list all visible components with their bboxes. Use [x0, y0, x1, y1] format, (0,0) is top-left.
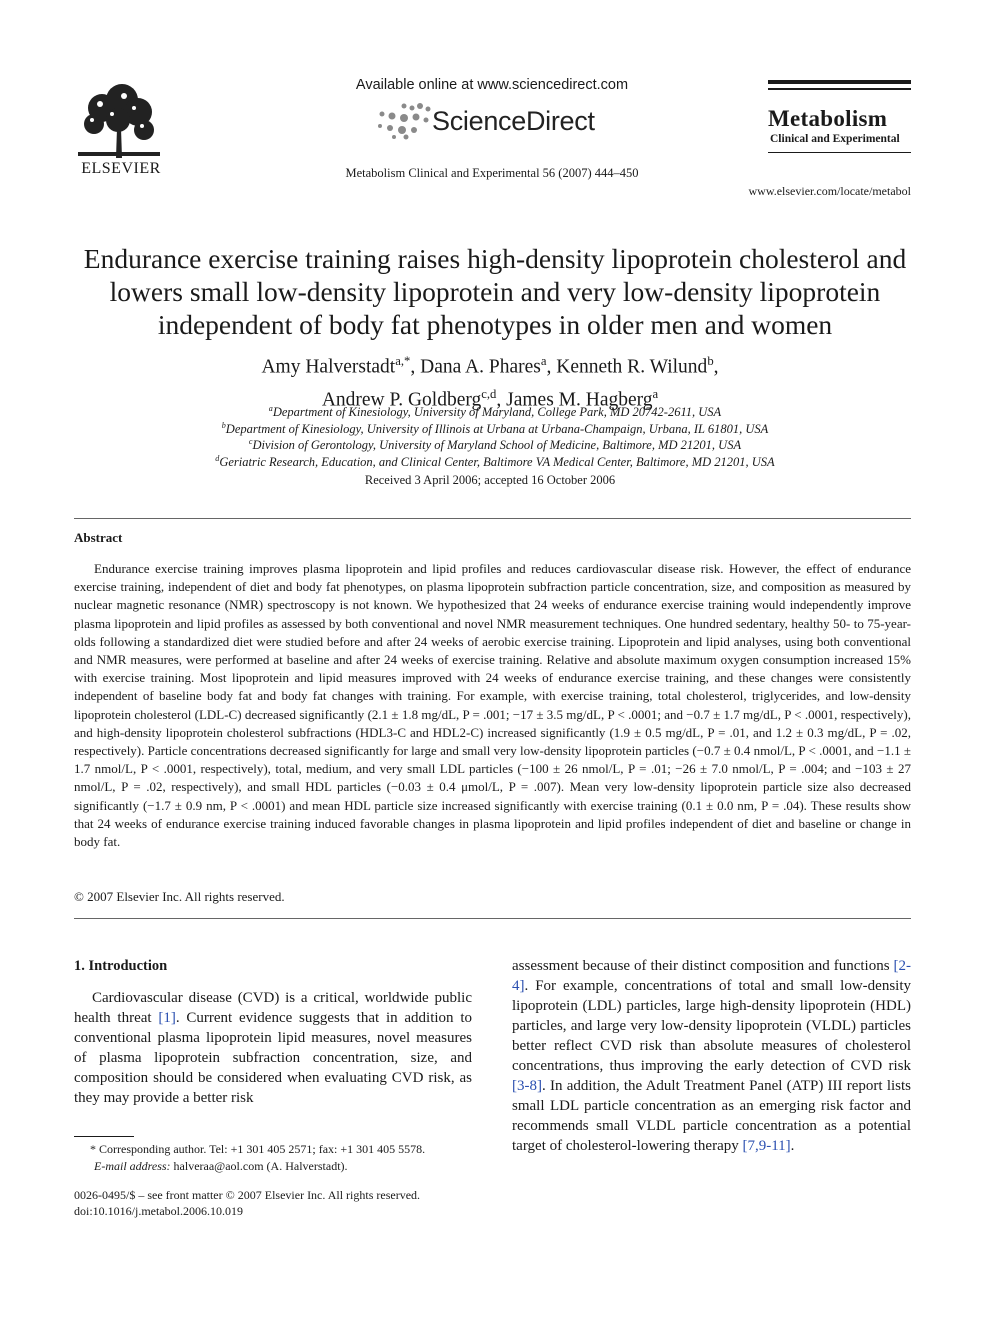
citation-link[interactable]: [7,9-11]: [742, 1138, 791, 1154]
journal-logo-rule: [768, 80, 911, 84]
section-divider: [74, 918, 911, 919]
author-name[interactable]: Kenneth R. Wilund: [556, 356, 708, 378]
received-dates: Received 3 April 2006; accepted 16 October 2006: [364, 473, 616, 487]
available-online-text[interactable]: Available online at www.sciencedirect.com: [355, 77, 629, 93]
sciencedirect-dots-icon: [374, 100, 434, 140]
email-address[interactable]: halveraa@aol.com (A. Halverstadt).: [173, 1159, 348, 1173]
journal-logo-subtitle: Clinical and Experimental: [770, 133, 900, 145]
author-name[interactable]: Andrew P. Goldberg: [321, 389, 482, 410]
affiliation: $^c$Division of Gerontology, University of Maryland School of Medicine, Baltimore, MD 21201, USA: [248, 437, 742, 453]
journal-url-link[interactable]: www.elsevier.com/locate/metabol: [748, 184, 911, 198]
citation-link[interactable]: [2-4]: [512, 958, 911, 994]
abstract-text: Endurance exercise training improves plasma lipoprotein and lipid profiles and reduces cardiovascular disease risk. However, the effect of endurance exercise training, independent of diet and body fat phenotypes, on plasma lipoprotein subfraction particle concentration, size, and composition as measured by nuclear magnetic resonance (NMR) spectroscopy is not known. We hypothesized that 24 weeks of endurance exercise training would independently improve plasma lipoprotein and lipid profiles as assessed by both conventional and novel NMR measurement techniques. One hundred sedentary, healthy 50- to 75-year-olds following a standardized diet were studied before and after 24 weeks of aerobic exercise training. Lipoprotein and lipid analyses, using both conventional and NMR measures, were performed at baseline and after 24 weeks of exercise training. Relative and absolute maximum oxygen consumption increased 15% with exercise training. Most lipoprotein and lipid measures improved with 24 weeks of endurance exercise training, and these changes were consistently independent of baseline body fat and body fat changes with training. For example, with exercise training, total cholesterol, triglycerides, and low-density lipoprotein cholesterol (LDL-C) decreased significantly (2.1 ± 1.8 mg/dL, P = .001; −17 ± 3.5 mg/dL, P < .0001; and −0.7 ± 1.7 mg/dL, P < .0001, respectively), and high-density lipoprotein cholesterol subfractions (HDL3-C and HDL2-C) increased significantly (1.9 ± 0.5 mg/dL, P = .01, and 1.2 ± 0.3 mg/dL, P = .02, respectively). Particle concentrations decreased significantly for large and small very low-density lipoprotein particles (−0.7 ± 0.4 nmol/L, P < .0001, and −1.1 ± 1.7 nmol/L, P < .0001, respectively), total, medium, and very small LDL particles (−100 ± 26 nmol/L, P = .01; −26 ± 7.0 nmol/L, P = .004; and −103 ± 27 nmol/L, P = .02, respectively), and small HDL particles (−0.03 ± 0.4 μmol/L, P = .007). Mean very low-density lipoprotein particle size also decreased significantly (−1.7 ± 0.9 nm, P < .0001) and mean HDL particle size increased significantly with exercise training (0.1 ± 0.0 nm, P = .04). These results show that 24 weeks of endurance exercise training induced favorable changes in plasma lipoprotein and lipid profiles independent of diet and baseline or change in body fat.: [74, 561, 911, 850]
author-name[interactable]: Amy Halverstadt: [261, 356, 396, 378]
journal-logo-title: Metabolism: [768, 106, 888, 131]
article-title: Endurance exercise training raises high-density lipoprotein cholesterol and lowers small low-density lipoprotein and very low-density lipoprotein independent of body fat phenotypes in older men and women: [83, 243, 907, 340]
doi-line[interactable]: doi:10.1016/j.metabol.2006.10.019: [74, 1204, 243, 1218]
corresponding-author-note: * Corresponding author. Tel: +1 301 405 2571; fax: +1 301 405 5578.: [90, 1142, 426, 1156]
affiliation: $^d$Geriatric Research, Education, and Clinical Center, Baltimore VA Medical Center, Baltimore, MD 21201, USA: [215, 454, 775, 470]
section-heading-introduction: 1. Introduction: [74, 958, 168, 974]
body-column-left: Cardiovascular disease (CVD) is a critical, worldwide public health threat [1]. Current evidence suggests that in addition to conventional plasma lipoprotein lipid measures, novel measures of plasma lipoprotein subfraction concentration, size, and composition should be considered when evaluating CVD risk, as they may provide a better risk: [74, 990, 472, 1106]
journal-citation: Metabolism Clinical and Experimental 56 (2007) 444–450: [345, 166, 639, 180]
author-list: Amy Halverstadt$^{a,*}$, Dana A. Phares$^a$, Kenneth R. Wilund$^b$, Andrew P. Goldberg$^{c,d}$, James M. Hagberg$^a$: [261, 354, 719, 410]
author-affiliation-mark: c,d: [481, 386, 497, 401]
abstract-heading: Abstract: [74, 530, 123, 545]
copyright-notice: © 2007 Elsevier Inc. All rights reserved.: [74, 889, 285, 904]
footnote-rule: [74, 1136, 134, 1137]
section-divider: [74, 518, 911, 519]
elsevier-wordmark: ELSEVIER: [81, 160, 161, 177]
body-column-right: assessment because of their distinct composition and functions [2-4]. For example, concentrations of total and small low-density lipoprotein (LDL) particles, large high-density lipoprotein (HDL) particles, and large very low-density lipoprotein (VLDL) particles better reflect CVD risk than absolute measures of cholesterol concentrations, thus improving the early detection of CVD risk [3-8]. In addition, the Adult Treatment Panel (ATP) III report lists small LDL particle concentration as an emerging risk factor and recommends small VLDL particle concentration as a potential target of cholesterol-lowering therapy [7,9-11].: [512, 958, 911, 1154]
author-affiliation-mark: a: [652, 386, 659, 401]
author-name[interactable]: Dana A. Phares: [420, 356, 541, 378]
journal-logo-rule: [768, 88, 911, 90]
author-affiliation-mark: b: [707, 354, 714, 368]
email-label: E-mail address:: [94, 1159, 171, 1173]
citation-link[interactable]: [1]: [158, 1010, 176, 1026]
sciencedirect-wordmark: ScienceDirect: [432, 106, 595, 136]
author-affiliation-mark: a: [540, 354, 547, 368]
affiliation: $^a$Department of Kinesiology, University of Maryland, College Park, MD 20742-2611, USA: [268, 404, 722, 420]
author-name[interactable]: James M. Hagberg: [506, 389, 653, 410]
email-note: [94, 1159, 474, 1174]
affiliation: $^b$Department of Kinesiology, University of Illinois at Urbana at Urbana-Champaign, Urbana, IL 61801, USA: [221, 421, 769, 437]
issn-line: 0026-0495/$ – see front matter © 2007 Elsevier Inc. All rights reserved.: [74, 1188, 421, 1202]
author-affiliation-mark: a,*: [395, 354, 411, 368]
citation-link[interactable]: [3-8]: [512, 1078, 542, 1094]
journal-logo-rule: [768, 152, 911, 153]
